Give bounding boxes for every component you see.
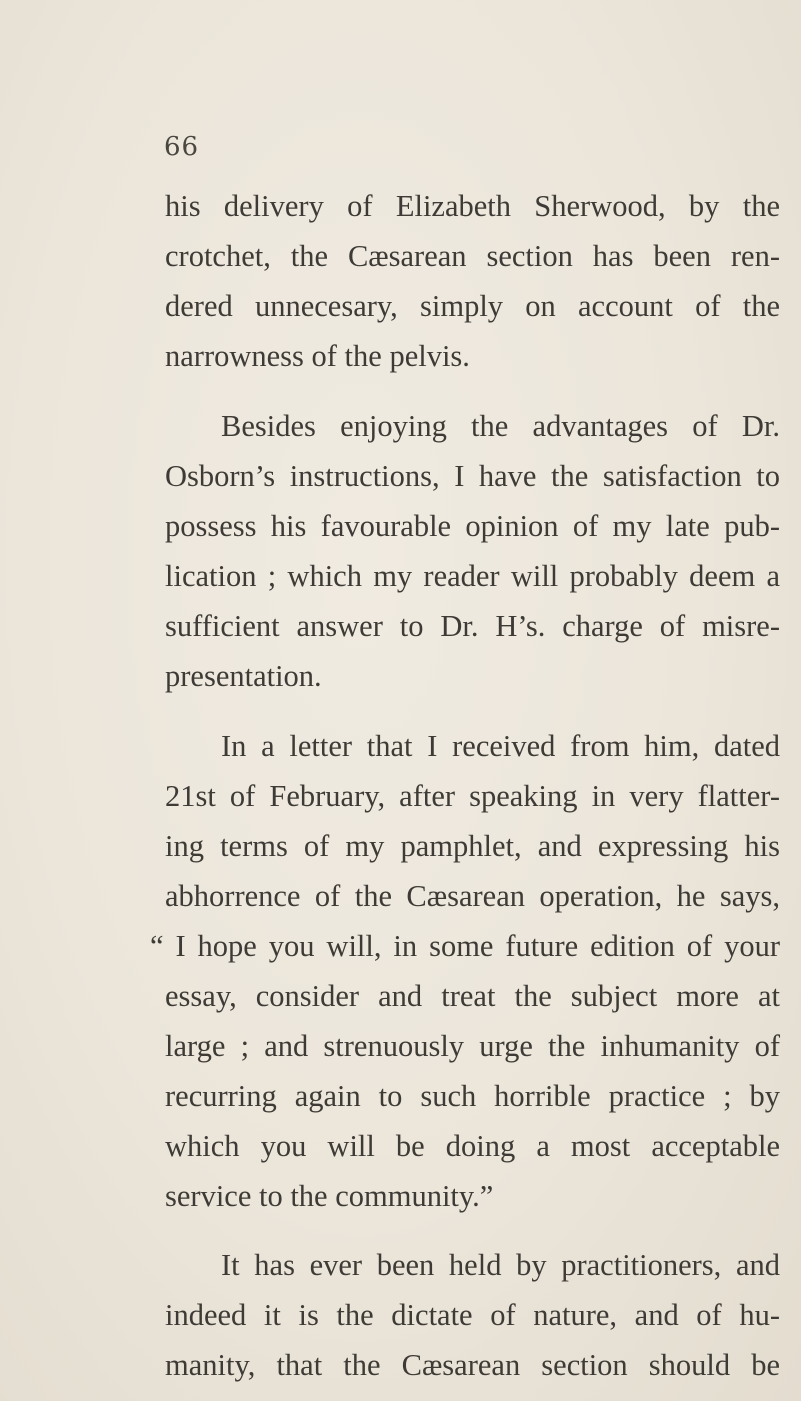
text-line: recurring again to such horrible practice ; by (165, 1079, 780, 1113)
text-line: sufficient answer to Dr. H’s. charge of misre- (165, 609, 780, 643)
text-line: indeed it is the dictate of nature, and of hu- (165, 1298, 780, 1332)
paragraph-first-line: Besides enjoying the advantages of Dr. (221, 409, 780, 443)
text-line: manity, that the Cæsarean section should be (165, 1348, 780, 1382)
text-line: large ; and strenuously urge the inhumanity of (165, 1029, 780, 1063)
text-line: essay, consider and treat the subject more at (165, 979, 780, 1013)
text-line: service to the community.” (165, 1179, 494, 1213)
text-line: lication ; which my reader will probably deem a (165, 559, 780, 593)
text-line: presentation. (165, 659, 322, 693)
text-line: abhorrence of the Cæsarean operation, he says, (165, 879, 780, 913)
text-line: possess his favourable opinion of my late pub- (165, 509, 780, 543)
text-line: Osborn’s instructions, I have the satisfaction to (165, 459, 780, 493)
text-line: ing terms of my pamphlet, and expressing his (165, 829, 780, 863)
text-line: which you will be doing a most acceptable (165, 1129, 780, 1163)
quote-line: “ I hope you will, in some future edition of your (150, 929, 780, 963)
paragraph-first-line: In a letter that I received from him, dated (221, 729, 780, 763)
text-line: crotchet, the Cæsarean section has been ren- (165, 239, 780, 273)
text-line: his delivery of Elizabeth Sherwood, by the (165, 189, 780, 223)
text-line: narrowness of the pelvis. (165, 339, 470, 373)
page-number: 66 (164, 132, 200, 162)
paragraph-first-line: It has ever been held by practitioners, and (221, 1248, 780, 1282)
text-line: dered unnecesary, simply on account of the (165, 289, 780, 323)
text-line: 21st of February, after speaking in very flatter- (165, 779, 780, 813)
